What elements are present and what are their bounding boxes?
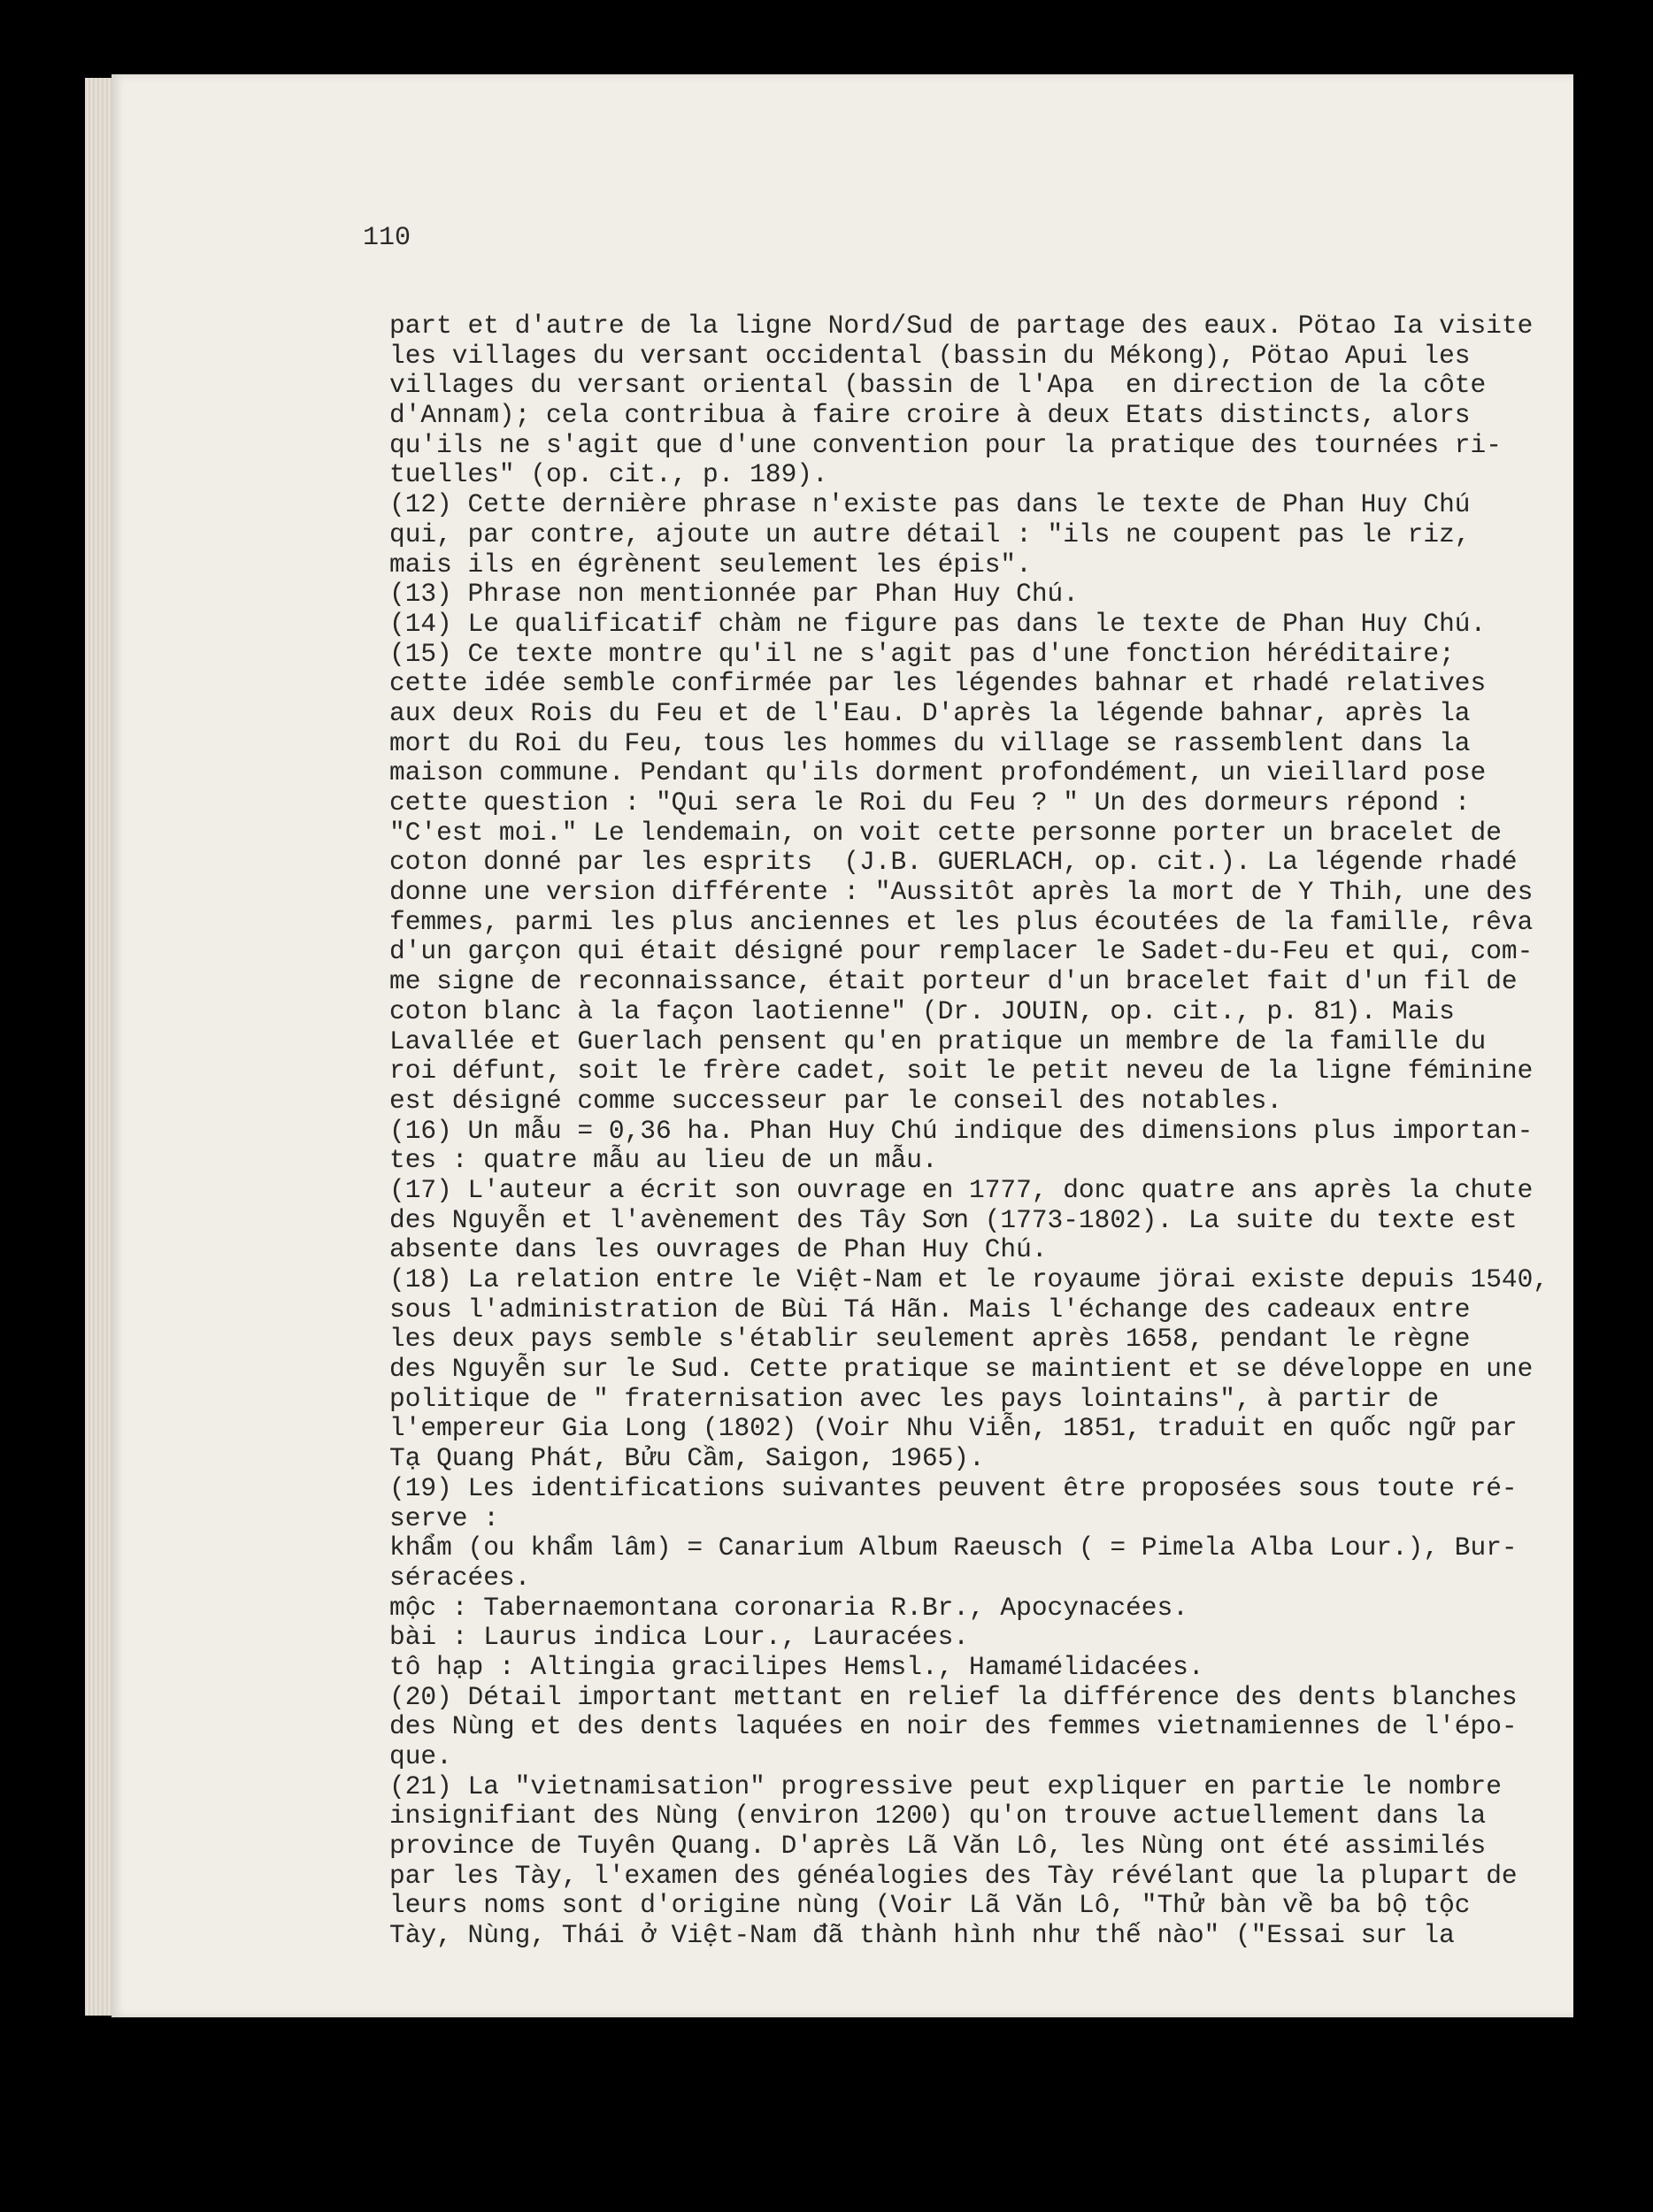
text-line: est désigné comme successeur par le conseil des notables.	[389, 1085, 1283, 1116]
text-line: (15) Ce texte montre qu'il ne s'agit pas d'une fonction héréditaire;	[389, 638, 1455, 669]
text-line: aux deux Rois du Feu et de l'Eau. D'après la légende bahnar, après la	[389, 697, 1471, 728]
text-line: d'un garçon qui était désigné pour remplacer le Sadet-du-Feu et qui, com-	[389, 936, 1534, 967]
text-line: "C'est moi." Le lendemain, on voit cette personne porter un bracelet de	[389, 817, 1502, 848]
text-line: me signe de reconnaissance, était porteur d'un bracelet fait d'un fil de	[389, 966, 1518, 997]
text-line: séracées.	[389, 1562, 531, 1593]
text-line: d'Annam); cela contribua à faire croire à deux Etats distincts, alors	[389, 400, 1471, 431]
text-line: femmes, parmi les plus anciennes et les plus écoutées de la famille, rêva	[389, 906, 1534, 937]
text-line: (12) Cette dernière phrase n'existe pas dans le texte de Phan Huy Chú	[389, 489, 1471, 520]
text-line: les villages du versant occidental (bassin du Mékong), Pötao Apui les	[389, 340, 1471, 371]
text-line: des Nguyễn sur le Sud. Cette pratique se maintient et se développe en une	[389, 1354, 1534, 1385]
text-line: maison commune. Pendant qu'ils dorment profondément, un vieillard pose	[389, 757, 1487, 788]
text-line: (14) Le qualificatif chàm ne figure pas dans le texte de Phan Huy Chú.	[389, 608, 1487, 639]
text-line: (18) La relation entre le Việt-Nam et le royaume jörai existe depuis 1540,	[389, 1264, 1549, 1294]
text-line: mais ils en égrènent seulement les épis".	[389, 549, 1032, 580]
text-line: des Nùng et des dents laquées en noir des femmes vietnamiennes de l'épo-	[389, 1711, 1518, 1742]
text-line: coton donné par les esprits (J.B. GUERLACH, op. cit.). La légende rhadé	[389, 847, 1518, 878]
text-line: (19) Les identifications suivantes peuvent être proposées sous toute ré-	[389, 1472, 1518, 1503]
text-line: leurs noms sont d'origine nùng (Voir Lã Văn Lô, "Thử bàn về ba bộ tộc	[389, 1890, 1471, 1921]
footnotes-text-block	[389, 311, 1549, 1951]
text-line: (20) Détail important mettant en relief la différence des dents blanches	[389, 1681, 1518, 1712]
text-line: cette question : "Qui sera le Roi du Feu ? " Un des dormeurs répond :	[389, 787, 1471, 818]
text-line: roi défunt, soit le frère cadet, soit le petit neveu de la ligne féminine	[389, 1056, 1534, 1087]
text-line: khẩm (ou khẩm lâm) = Canarium Album Raeusch ( = Pimela Alba Lour.), Bur-	[389, 1532, 1518, 1563]
text-line: Tạ Quang Phát, Bửu Cầm, Saigon, 1965).	[389, 1443, 985, 1474]
text-line: tuelles" (op. cit., p. 189).	[389, 459, 828, 490]
text-line: l'empereur Gia Long (1802) (Voir Nhu Viễn, 1851, traduit en quốc ngữ par	[389, 1413, 1518, 1444]
text-line: sous l'administration de Bùi Tá Hãn. Mais l'échange des cadeaux entre	[389, 1294, 1471, 1325]
text-line: serve :	[389, 1502, 499, 1533]
text-line: cette idée semble confirmée par les légendes bahnar et rhadé relatives	[389, 668, 1487, 699]
text-line: villages du versant oriental (bassin de l'Apa en direction de la côte	[389, 370, 1487, 401]
text-line: que.	[389, 1741, 452, 1771]
text-line: province de Tuyên Quang. D'après Lã Văn Lô, les Nùng ont été assimilés	[389, 1831, 1487, 1862]
text-line: qu'ils ne s'agit que d'une convention pour la pratique des tournées ri-	[389, 429, 1502, 460]
text-line: qui, par contre, ajoute un autre détail : "ils ne coupent pas le riz,	[389, 518, 1471, 549]
text-line: bài : Laurus indica Lour., Lauracées.	[389, 1622, 970, 1653]
text-line: des Nguyễn et l'avènement des Tây Sơn (1773-1802). La suite du texte est	[389, 1204, 1518, 1235]
text-line: part et d'autre de la ligne Nord/Sud de partage des eaux. Pötao Ia visite	[389, 311, 1534, 341]
text-line: absente dans les ouvrages de Phan Huy Chú.	[389, 1234, 1048, 1265]
text-line: (17) L'auteur a écrit son ouvrage en 1777, donc quatre ans après la chute	[389, 1174, 1534, 1205]
text-line: tô hạp : Altingia gracilipes Hemsl., Hamamélidacées.	[389, 1651, 1204, 1682]
text-line: tes : quatre mẫu au lieu de un mẫu.	[389, 1145, 938, 1176]
text-line: donne une version différente : "Aussitôt après la mort de Y Thih, une des	[389, 877, 1534, 908]
text-line: (16) Un mẫu = 0,36 ha. Phan Huy Chú indique des dimensions plus importan-	[389, 1115, 1534, 1146]
text-line: Lavallée et Guerlach pensent qu'en pratique un membre de la famille du	[389, 1025, 1487, 1056]
text-line: mort du Roi du Feu, tous les hommes du village se rassemblent dans la	[389, 727, 1471, 758]
text-line: mộc : Tabernaemontana coronaria R.Br., Apocynacées.	[389, 1592, 1188, 1623]
text-line: les deux pays semble s'établir seulement après 1658, pendant le règne	[389, 1324, 1471, 1355]
text-line: coton blanc à la façon laotienne" (Dr. JOUIN, op. cit., p. 81). Mais	[389, 995, 1455, 1026]
text-line: politique de " fraternisation avec les pays lointains", à partir de	[389, 1383, 1440, 1414]
text-line: par les Tày, l'examen des généalogies des Tày révélant que la plupart de	[389, 1860, 1518, 1891]
text-line: (13) Phrase non mentionnée par Phan Huy Chú.	[389, 579, 1079, 610]
page-number: 110	[363, 223, 411, 253]
text-line: (21) La "vietnamisation" progressive peut expliquer en partie le nombre	[389, 1770, 1502, 1801]
text-line: Tày, Nùng, Thái ở Việt-Nam đã thành hình như thế nào" ("Essai sur la	[389, 1920, 1455, 1951]
text-line: insignifiant des Nùng (environ 1200) qu'on trouve actuellement dans la	[389, 1801, 1487, 1832]
